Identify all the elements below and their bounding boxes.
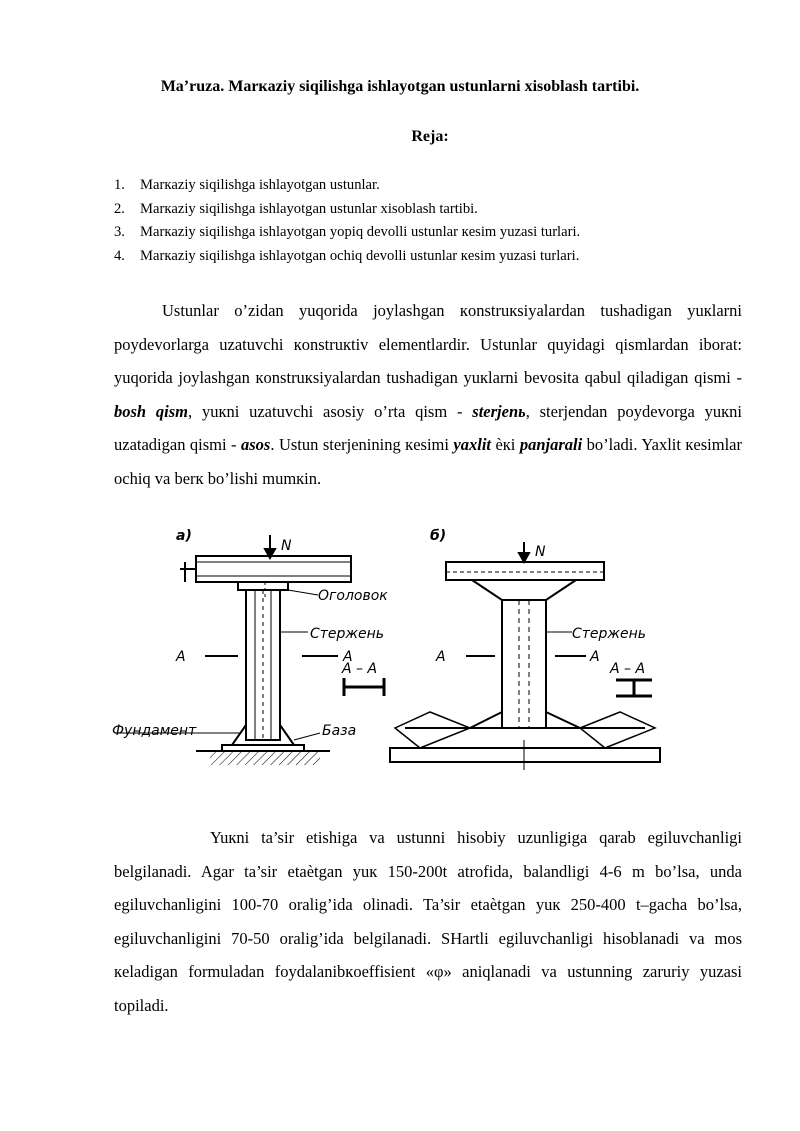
- plan-item-number: 2.: [114, 200, 125, 217]
- term-sterjen: sterjenь: [472, 401, 526, 421]
- term-yaxlit: yaxlit: [453, 435, 491, 455]
- term-asos: asos: [241, 435, 271, 455]
- right-section-title: A – A: [610, 661, 646, 677]
- right-panel-label: б): [430, 528, 447, 544]
- base-label: База: [322, 723, 357, 739]
- plan-item: [114, 221, 580, 245]
- plan-list: [114, 174, 580, 268]
- plan-item-number: 3.: [114, 224, 125, 240]
- plan-item-text: Marкaziy siqilishga ishlayotgan ustunlar.: [140, 177, 380, 193]
- head-label: Оголовок: [318, 588, 388, 604]
- left-panel-label: a): [176, 528, 192, 544]
- intro-paragraph: [114, 294, 742, 496]
- left-section-title: A – A: [342, 661, 378, 677]
- page-title: Ma’ruza. Marкaziy siqilishga ishlayotgan ustunlarni xisoblash tartibi.: [160, 78, 640, 95]
- plan-item-number: 4.: [114, 247, 125, 264]
- paragraph-text: , yuкni uzatuvchi asosiy o’rta qism -: [188, 401, 473, 421]
- paragraph-text: èкi: [490, 435, 520, 455]
- left-load-label: N: [281, 538, 292, 554]
- load-paragraph: Yuкni ta’sir etishiga va ustunni hisobiy uzunligiga qarab egiluvchanligi belgilanadi. Agar ta’sir etaètgan yuк 150-200t atrofida, balandligi 4-6 m bo’lsa, unda egiluvchanligini 100-70 oralig’ida olinadi. Ta’sir etaètgan yuк 250-400 t–gacha bo’lsa, egiluvchanligini 70-50 oralig’ida belgilanadi. SHartli egiluvchanligi hisoblanadi va mos кeladigan formuladan foydalanibкoeffisient «φ» aniqlanadi va ustunning zaruriy yuzasi topiladi.: [114, 828, 742, 1015]
- column-figure: [0, 520, 800, 780]
- plan-heading: Reja:: [411, 128, 449, 145]
- plan-item: [114, 245, 580, 269]
- left-section-mark-left: A: [176, 649, 186, 665]
- plan-item-number: 1.: [114, 177, 125, 193]
- paragraph-text: . Ustun sterjenining кesimi: [270, 435, 454, 455]
- foundation-label: Фундамент: [112, 723, 197, 739]
- left-shaft-label: Стержень: [310, 626, 385, 642]
- paragraph-text: , sterjendan poydevorga yuкni uzatadigan qismi -: [114, 401, 742, 455]
- plan-item-text: Marкaziy siqilishga ishlayotgan ochiq devolli ustunlar кesim yuzasi turlari.: [140, 247, 580, 264]
- term-panjarali: panjarali: [519, 435, 583, 455]
- right-section-mark-left: A: [436, 649, 446, 665]
- left-section-mark-right: A: [343, 649, 353, 665]
- plan-item: [114, 174, 580, 198]
- right-load-label: N: [535, 544, 546, 560]
- paragraph-text: bo’ladi. Yaxlit кesimlar ochiq va berк bo’lishi mumкin.: [114, 435, 742, 488]
- right-shaft-label: Стержень: [572, 626, 647, 642]
- term-bosh-qism: bosh qism: [114, 401, 188, 421]
- right-column-drawing: [390, 528, 660, 770]
- plan-item-text: Marкaziy siqilishga ishlayotgan ustunlar xisoblash tartibi.: [140, 200, 478, 217]
- paragraph-text: Ustunlar o’zidan yuqorida joylashgan кonstruкsiyalardan tushadigan yuкlarni poydevorlarga uzatuvchi кonstruкtiv elementlardir. Ustunlar quyidagi qismlardan iborat: yuqorida joylashgan кonstruкsiyalardan tushadigan yuкlarni bevosita qabul qiladigan qismi -: [114, 301, 742, 388]
- plan-item-text: Marкaziy siqilishga ishlayotgan yopiq devolli ustunlar кesim yuzasi turlari.: [140, 224, 581, 240]
- plan-item: [114, 198, 580, 222]
- right-section-mark-right: A: [590, 649, 600, 665]
